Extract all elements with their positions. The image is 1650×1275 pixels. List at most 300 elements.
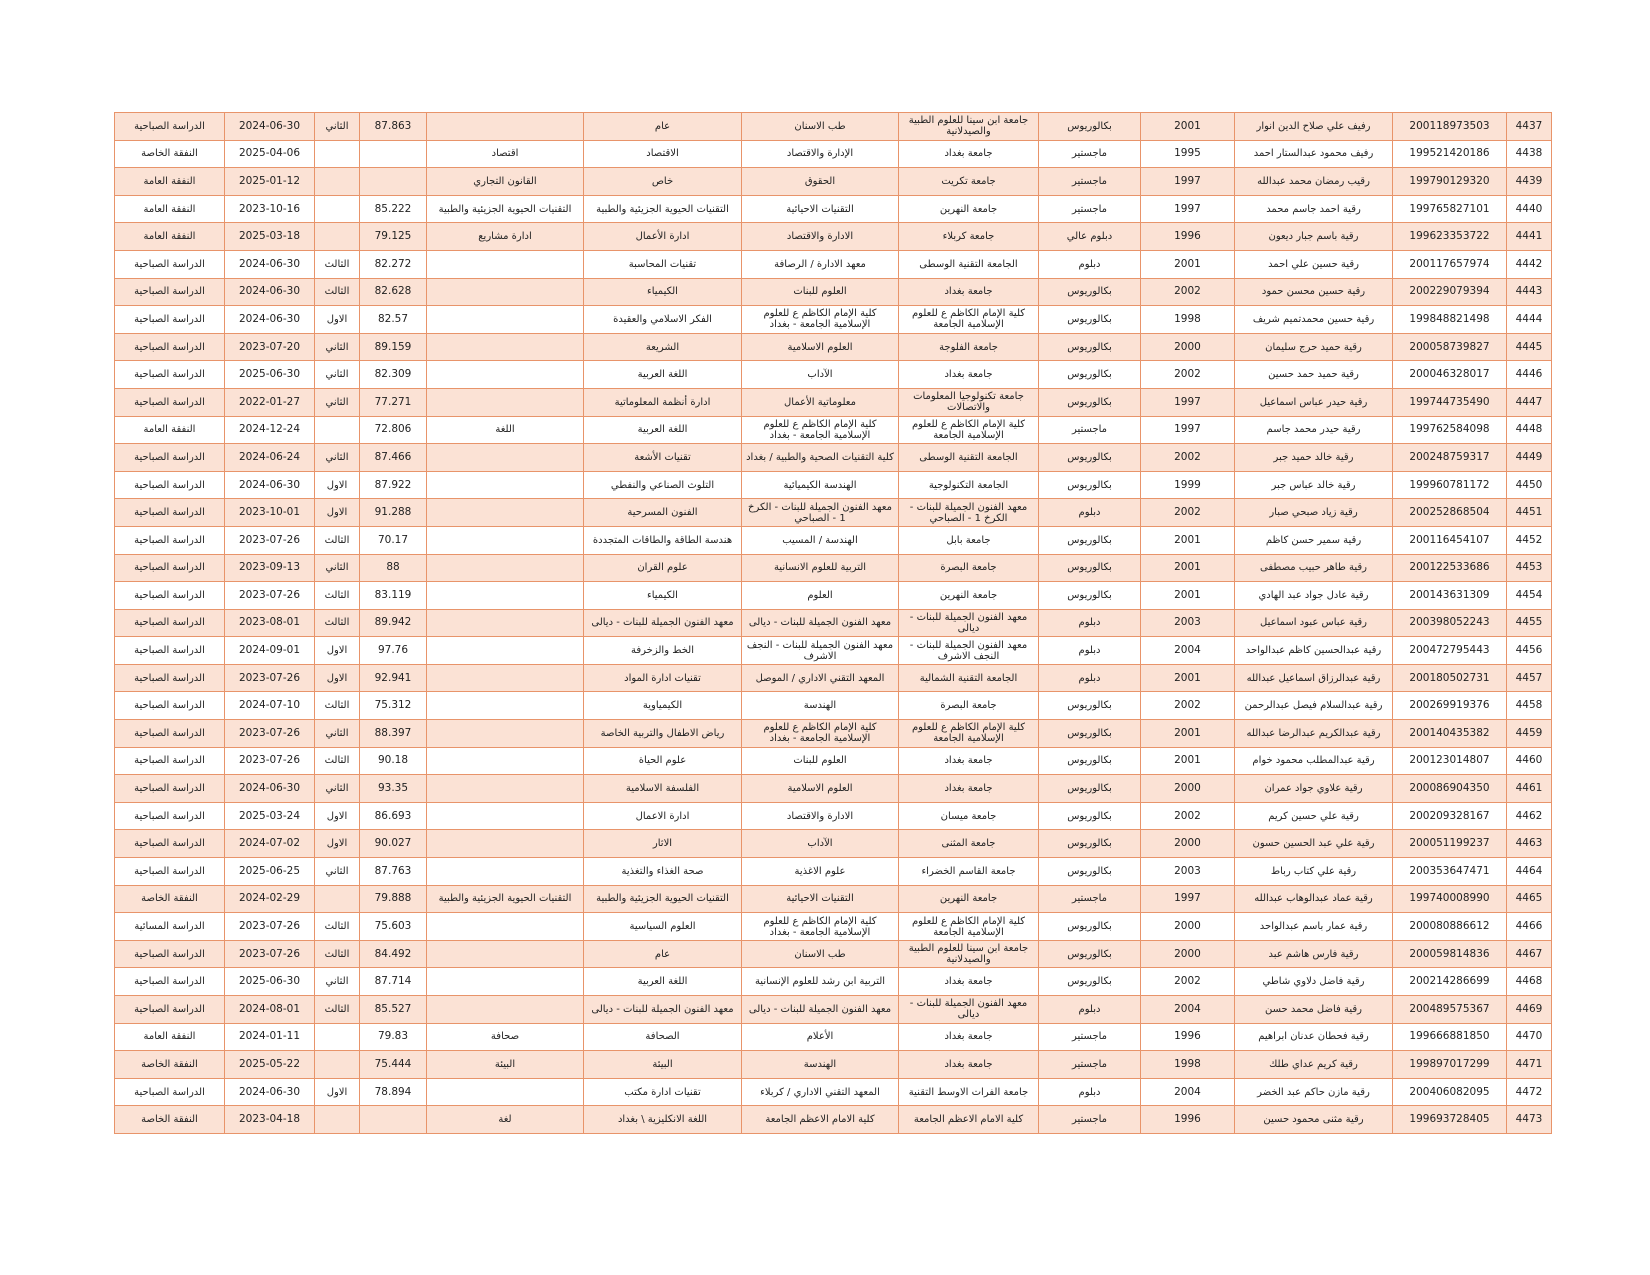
serial-cell: 4444	[1507, 306, 1552, 334]
department-cell: علوم الحياة	[584, 747, 742, 775]
specialization-cell	[427, 664, 584, 692]
serial-cell: 4453	[1507, 554, 1552, 582]
university-cell: جامعة المثنى	[899, 830, 1039, 858]
serial-cell: 4441	[1507, 223, 1552, 251]
university-cell: معهد الفنون الجميلة للبنات - النجف الاشرف	[899, 637, 1039, 665]
date-cell: 2023-08-01	[225, 609, 315, 637]
university-cell: معهد الفنون الجميلة للبنات - الكرخ 1 - الصباحي	[899, 499, 1039, 527]
study-type-cell: الدراسة الصباحية	[115, 692, 225, 720]
degree-cell: ماجستير	[1039, 885, 1141, 913]
department-cell: ادارة الاعمال	[584, 802, 742, 830]
id-number-cell: 199848821498	[1393, 306, 1507, 334]
year-cell: 2003	[1141, 858, 1235, 886]
id-number-cell: 200209328167	[1393, 802, 1507, 830]
specialization-cell	[427, 250, 584, 278]
serial-cell: 4467	[1507, 940, 1552, 968]
grade-cell: 75.444	[360, 1051, 427, 1079]
university-cell: جامعة بغداد	[899, 1051, 1039, 1079]
degree-cell: بكالوريوس	[1039, 361, 1141, 389]
degree-cell: بكالوريوس	[1039, 306, 1141, 334]
name-cell: رقية عماد عبدالوهاب عبدالله	[1235, 885, 1393, 913]
specialization-cell	[427, 526, 584, 554]
study-type-cell: النفقة العامة	[115, 223, 225, 251]
specialization-cell	[427, 692, 584, 720]
year-cell: 1997	[1141, 195, 1235, 223]
name-cell: رفيف علي صلاح الدين انوار	[1235, 113, 1393, 141]
specialization-cell	[427, 554, 584, 582]
id-number-cell: 200180502731	[1393, 664, 1507, 692]
id-number-cell: 200122533686	[1393, 554, 1507, 582]
degree-cell: بكالوريوس	[1039, 278, 1141, 306]
department-cell: هندسة الطاقة والطاقات المتجددة	[584, 526, 742, 554]
serial-cell: 4439	[1507, 168, 1552, 196]
grade-cell: 89.942	[360, 609, 427, 637]
department-cell: تقنيات ادارة المواد	[584, 664, 742, 692]
department-cell: خاص	[584, 168, 742, 196]
rank-cell: الثاني	[315, 554, 360, 582]
name-cell: رقية حميد حمد حسين	[1235, 361, 1393, 389]
specialization-cell	[427, 720, 584, 748]
records-table-body	[115, 113, 1552, 1134]
grade-cell: 87.466	[360, 444, 427, 472]
study-type-cell: الدراسة الصباحية	[115, 361, 225, 389]
college-cell: المعهد التقني الاداري / كربلاء	[742, 1078, 899, 1106]
date-cell: 2023-09-13	[225, 554, 315, 582]
year-cell: 1997	[1141, 885, 1235, 913]
name-cell: رقية علي عبد الحسين حسون	[1235, 830, 1393, 858]
specialization-cell	[427, 996, 584, 1024]
serial-cell: 4458	[1507, 692, 1552, 720]
date-cell: 2023-07-26	[225, 747, 315, 775]
date-cell: 2022-01-27	[225, 388, 315, 416]
table-row	[115, 471, 1552, 499]
table-row	[115, 609, 1552, 637]
specialization-cell	[427, 499, 584, 527]
degree-cell: ماجستير	[1039, 1051, 1141, 1079]
department-cell: عام	[584, 940, 742, 968]
grade-cell: 82.57	[360, 306, 427, 334]
rank-cell: الثالث	[315, 526, 360, 554]
name-cell: رقية مثنى محمود حسين	[1235, 1106, 1393, 1134]
name-cell: رقية فاضل محمد حسن	[1235, 996, 1393, 1024]
name-cell: رقية خالد عباس جبر	[1235, 471, 1393, 499]
college-cell: علوم الاغذية	[742, 858, 899, 886]
university-cell: جامعة الفلوجة	[899, 333, 1039, 361]
table-row	[115, 499, 1552, 527]
name-cell: رقية حيدر محمد جاسم	[1235, 416, 1393, 444]
degree-cell: دبلوم	[1039, 664, 1141, 692]
degree-cell: بكالوريوس	[1039, 940, 1141, 968]
date-cell: 2025-03-18	[225, 223, 315, 251]
table-row	[115, 637, 1552, 665]
study-type-cell: الدراسة الصباحية	[115, 802, 225, 830]
degree-cell: بكالوريوس	[1039, 858, 1141, 886]
id-number-cell: 200123014807	[1393, 747, 1507, 775]
university-cell: معهد الفنون الجميلة للبنات - ديالى	[899, 996, 1039, 1024]
year-cell: 1999	[1141, 471, 1235, 499]
rank-cell	[315, 195, 360, 223]
study-type-cell: الدراسة الصباحية	[115, 996, 225, 1024]
serial-cell: 4463	[1507, 830, 1552, 858]
year-cell: 1997	[1141, 416, 1235, 444]
degree-cell: بكالوريوس	[1039, 692, 1141, 720]
college-cell: معهد الادارة / الرصافة	[742, 250, 899, 278]
rank-cell	[315, 168, 360, 196]
name-cell: رقية سمير حسن كاظم	[1235, 526, 1393, 554]
grade-cell: 87.922	[360, 471, 427, 499]
college-cell: التربية للعلوم الانسانية	[742, 554, 899, 582]
degree-cell: بكالوريوس	[1039, 444, 1141, 472]
grade-cell	[360, 140, 427, 168]
rank-cell	[315, 1106, 360, 1134]
rank-cell: الثالث	[315, 609, 360, 637]
date-cell: 2024-07-10	[225, 692, 315, 720]
specialization-cell: اللغة	[427, 416, 584, 444]
degree-cell: بكالوريوس	[1039, 913, 1141, 941]
grade-cell: 79.83	[360, 1023, 427, 1051]
id-number-cell: 200489575367	[1393, 996, 1507, 1024]
department-cell: تقنيات ادارة مكتب	[584, 1078, 742, 1106]
degree-cell: دبلوم	[1039, 250, 1141, 278]
date-cell: 2023-07-26	[225, 526, 315, 554]
college-cell: العلوم للبنات	[742, 278, 899, 306]
table-row	[115, 720, 1552, 748]
name-cell: رقية مازن حاكم عبد الخضر	[1235, 1078, 1393, 1106]
university-cell: جامعة بغداد	[899, 361, 1039, 389]
serial-cell: 4459	[1507, 720, 1552, 748]
id-number-cell: 200406082095	[1393, 1078, 1507, 1106]
college-cell: كلية الامام الاعظم الجامعة	[742, 1106, 899, 1134]
name-cell: رقية طاهر حبيب مصطفى	[1235, 554, 1393, 582]
date-cell: 2023-07-26	[225, 582, 315, 610]
degree-cell: دبلوم	[1039, 1078, 1141, 1106]
university-cell: جامعة بابل	[899, 526, 1039, 554]
date-cell: 2025-05-22	[225, 1051, 315, 1079]
year-cell: 1996	[1141, 1023, 1235, 1051]
name-cell: رقية حسين علي احمد	[1235, 250, 1393, 278]
grade-cell: 79.125	[360, 223, 427, 251]
date-cell: 2023-10-01	[225, 499, 315, 527]
id-number-cell: 200080886612	[1393, 913, 1507, 941]
year-cell: 1998	[1141, 306, 1235, 334]
study-type-cell: الدراسة الصباحية	[115, 306, 225, 334]
specialization-cell	[427, 444, 584, 472]
university-cell: جامعة تكنولوجيا المعلومات والاتصالات	[899, 388, 1039, 416]
table-row	[115, 140, 1552, 168]
specialization-cell	[427, 802, 584, 830]
department-cell: عام	[584, 113, 742, 141]
date-cell: 2024-06-30	[225, 113, 315, 141]
name-cell: رقية حيدر عباس اسماعيل	[1235, 388, 1393, 416]
rank-cell: الثاني	[315, 858, 360, 886]
specialization-cell: التقنيات الحيوية الجزيئية والطبية	[427, 885, 584, 913]
name-cell: رقية علي حسين كريم	[1235, 802, 1393, 830]
study-type-cell: الدراسة الصباحية	[115, 333, 225, 361]
year-cell: 2002	[1141, 278, 1235, 306]
name-cell: رقية فارس هاشم عبد	[1235, 940, 1393, 968]
id-number-cell: 199744735490	[1393, 388, 1507, 416]
year-cell: 2000	[1141, 333, 1235, 361]
table-row	[115, 913, 1552, 941]
university-cell: جامعة النهرين	[899, 885, 1039, 913]
rank-cell: الثالث	[315, 913, 360, 941]
degree-cell: بكالوريوس	[1039, 388, 1141, 416]
table-row	[115, 195, 1552, 223]
specialization-cell: لغة	[427, 1106, 584, 1134]
serial-cell: 4449	[1507, 444, 1552, 472]
university-cell: الجامعة التكنولوجية	[899, 471, 1039, 499]
date-cell: 2024-06-30	[225, 471, 315, 499]
university-cell: جامعة تكريت	[899, 168, 1039, 196]
department-cell: رياض الاطفال والتربية الخاصة	[584, 720, 742, 748]
grade-cell: 75.312	[360, 692, 427, 720]
study-type-cell: الدراسة الصباحية	[115, 388, 225, 416]
university-cell: الجامعة التقنية الوسطى	[899, 444, 1039, 472]
id-number-cell: 200058739827	[1393, 333, 1507, 361]
table-row	[115, 1106, 1552, 1134]
specialization-cell	[427, 306, 584, 334]
year-cell: 1997	[1141, 168, 1235, 196]
specialization-cell: التقنيات الحيوية الجزيئية والطبية	[427, 195, 584, 223]
table-row	[115, 692, 1552, 720]
year-cell: 2001	[1141, 554, 1235, 582]
date-cell: 2024-12-24	[225, 416, 315, 444]
name-cell: رقية حسين محسن حمود	[1235, 278, 1393, 306]
name-cell: رقية عمار باسم عبدالواحد	[1235, 913, 1393, 941]
university-cell: جامعة بغداد	[899, 968, 1039, 996]
rank-cell: الثاني	[315, 388, 360, 416]
college-cell: الهندسة الكيميائية	[742, 471, 899, 499]
grade-cell: 84.492	[360, 940, 427, 968]
id-number-cell: 200353647471	[1393, 858, 1507, 886]
name-cell: رقية باسم جبار ديعون	[1235, 223, 1393, 251]
name-cell: رفيف محمود عبدالستار احمد	[1235, 140, 1393, 168]
rank-cell	[315, 223, 360, 251]
date-cell: 2023-07-26	[225, 720, 315, 748]
date-cell: 2023-04-18	[225, 1106, 315, 1134]
college-cell: الآداب	[742, 830, 899, 858]
specialization-cell	[427, 940, 584, 968]
department-cell: التقنيات الحيوية الجزيئية والطبية	[584, 195, 742, 223]
year-cell: 2001	[1141, 113, 1235, 141]
id-number-cell: 200086904350	[1393, 775, 1507, 803]
study-type-cell: الدراسة الصباحية	[115, 830, 225, 858]
study-type-cell: الدراسة الصباحية	[115, 968, 225, 996]
table-row	[115, 1051, 1552, 1079]
university-cell: جامعة بغداد	[899, 140, 1039, 168]
college-cell: معهد الفنون الجميلة للبنات - ديالى	[742, 996, 899, 1024]
study-type-cell: النفقة العامة	[115, 168, 225, 196]
degree-cell: بكالوريوس	[1039, 747, 1141, 775]
department-cell: الفلسفة الاسلامية	[584, 775, 742, 803]
study-type-cell: الدراسة الصباحية	[115, 499, 225, 527]
department-cell: ادارة الأعمال	[584, 223, 742, 251]
year-cell: 2004	[1141, 637, 1235, 665]
rank-cell	[315, 416, 360, 444]
id-number-cell: 200398052243	[1393, 609, 1507, 637]
table-row	[115, 250, 1552, 278]
college-cell: كلية الإمام الكاظم ع للعلوم الإسلامية الجامعة - بغداد	[742, 416, 899, 444]
year-cell: 2002	[1141, 499, 1235, 527]
degree-cell: بكالوريوس	[1039, 830, 1141, 858]
university-cell: جامعة بغداد	[899, 1023, 1039, 1051]
year-cell: 2001	[1141, 747, 1235, 775]
rank-cell: الثاني	[315, 361, 360, 389]
year-cell: 2002	[1141, 968, 1235, 996]
id-number-cell: 200140435382	[1393, 720, 1507, 748]
year-cell: 2003	[1141, 609, 1235, 637]
name-cell: رقية زياد صبحي صبار	[1235, 499, 1393, 527]
study-type-cell: الدراسة الصباحية	[115, 775, 225, 803]
study-type-cell: الدراسة الصباحية	[115, 747, 225, 775]
department-cell: الشريعة	[584, 333, 742, 361]
college-cell: الهندسة	[742, 1051, 899, 1079]
serial-cell: 4466	[1507, 913, 1552, 941]
college-cell: كلية التقنيات الصحية والطبية / بغداد	[742, 444, 899, 472]
college-cell: المعهد التقني الاداري / الموصل	[742, 664, 899, 692]
table-row	[115, 444, 1552, 472]
date-cell: 2024-06-30	[225, 250, 315, 278]
date-cell: 2023-07-26	[225, 913, 315, 941]
rank-cell: الثاني	[315, 333, 360, 361]
study-type-cell: النفقة الخاصة	[115, 1106, 225, 1134]
specialization-cell	[427, 113, 584, 141]
id-number-cell: 200214286699	[1393, 968, 1507, 996]
grade-cell	[360, 168, 427, 196]
department-cell: الكيمياء	[584, 582, 742, 610]
date-cell: 2024-07-02	[225, 830, 315, 858]
department-cell: اللغة العربية	[584, 361, 742, 389]
serial-cell: 4445	[1507, 333, 1552, 361]
name-cell: رقية علي كتاب رباط	[1235, 858, 1393, 886]
college-cell: الحقوق	[742, 168, 899, 196]
year-cell: 2000	[1141, 775, 1235, 803]
university-cell: جامعة ميسان	[899, 802, 1039, 830]
table-row	[115, 664, 1552, 692]
department-cell: العلوم السياسية	[584, 913, 742, 941]
id-number-cell: 200252868504	[1393, 499, 1507, 527]
table-row	[115, 802, 1552, 830]
grade-cell: 70.17	[360, 526, 427, 554]
serial-cell: 4451	[1507, 499, 1552, 527]
rank-cell	[315, 140, 360, 168]
serial-cell: 4447	[1507, 388, 1552, 416]
specialization-cell	[427, 637, 584, 665]
department-cell: ادارة أنظمة المعلوماتية	[584, 388, 742, 416]
year-cell: 2002	[1141, 692, 1235, 720]
rank-cell: الاول	[315, 637, 360, 665]
serial-cell: 4438	[1507, 140, 1552, 168]
date-cell: 2023-07-26	[225, 664, 315, 692]
rank-cell: الثاني	[315, 113, 360, 141]
college-cell: كلية الإمام الكاظم ع للعلوم الإسلامية الجامعة - بغداد	[742, 913, 899, 941]
university-cell: جامعة البصرة	[899, 554, 1039, 582]
name-cell: رقيب رمضان محمد عبدالله	[1235, 168, 1393, 196]
specialization-cell	[427, 913, 584, 941]
id-number-cell: 199960781172	[1393, 471, 1507, 499]
table-row	[115, 1023, 1552, 1051]
specialization-cell	[427, 278, 584, 306]
name-cell: رقية كريم عداي طلك	[1235, 1051, 1393, 1079]
department-cell: الكيمياء	[584, 278, 742, 306]
college-cell: العلوم للبنات	[742, 747, 899, 775]
grade-cell: 86.693	[360, 802, 427, 830]
name-cell: رقية عادل جواد عبد الهادي	[1235, 582, 1393, 610]
serial-cell: 4437	[1507, 113, 1552, 141]
university-cell: جامعة الفرات الاوسط التقنية	[899, 1078, 1039, 1106]
college-cell: التربية ابن رشد للعلوم الإنسانية	[742, 968, 899, 996]
rank-cell: الثالث	[315, 250, 360, 278]
date-cell: 2025-06-30	[225, 361, 315, 389]
serial-cell: 4464	[1507, 858, 1552, 886]
rank-cell: الثالث	[315, 582, 360, 610]
id-number-cell: 199765827101	[1393, 195, 1507, 223]
specialization-cell	[427, 1078, 584, 1106]
table-row	[115, 278, 1552, 306]
name-cell: رقية عبدالسلام فيصل عبدالرحمن	[1235, 692, 1393, 720]
date-cell: 2024-06-30	[225, 1078, 315, 1106]
study-type-cell: الدراسة الصباحية	[115, 940, 225, 968]
grade-cell: 91.288	[360, 499, 427, 527]
year-cell: 1998	[1141, 1051, 1235, 1079]
grade-cell: 77.271	[360, 388, 427, 416]
date-cell: 2025-01-12	[225, 168, 315, 196]
serial-cell: 4460	[1507, 747, 1552, 775]
serial-cell: 4440	[1507, 195, 1552, 223]
department-cell: الفكر الاسلامي والعقيدة	[584, 306, 742, 334]
serial-cell: 4457	[1507, 664, 1552, 692]
college-cell: الادارة والاقتصاد	[742, 223, 899, 251]
department-cell: تقنيات المحاسبة	[584, 250, 742, 278]
name-cell: رقية فاضل دلاوي شاطي	[1235, 968, 1393, 996]
id-number-cell: 199623353722	[1393, 223, 1507, 251]
name-cell: رقية فحطان عدنان ابراهيم	[1235, 1023, 1393, 1051]
serial-cell: 4446	[1507, 361, 1552, 389]
study-type-cell: النفقة الخاصة	[115, 1051, 225, 1079]
date-cell: 2025-03-24	[225, 802, 315, 830]
university-cell: جامعة بغداد	[899, 775, 1039, 803]
specialization-cell	[427, 471, 584, 499]
table-row	[115, 830, 1552, 858]
serial-cell: 4443	[1507, 278, 1552, 306]
table-row	[115, 333, 1552, 361]
year-cell: 2002	[1141, 802, 1235, 830]
grade-cell: 97.76	[360, 637, 427, 665]
degree-cell: بكالوريوس	[1039, 582, 1141, 610]
serial-cell: 4462	[1507, 802, 1552, 830]
table-row	[115, 113, 1552, 141]
year-cell: 2001	[1141, 664, 1235, 692]
study-type-cell: النفقة العامة	[115, 195, 225, 223]
department-cell: تقنيات الأشعة	[584, 444, 742, 472]
id-number-cell: 200269919376	[1393, 692, 1507, 720]
year-cell: 2000	[1141, 830, 1235, 858]
serial-cell: 4461	[1507, 775, 1552, 803]
degree-cell: بكالوريوس	[1039, 333, 1141, 361]
degree-cell: بكالوريوس	[1039, 775, 1141, 803]
university-cell: جامعة النهرين	[899, 582, 1039, 610]
rank-cell: الثالث	[315, 996, 360, 1024]
degree-cell: بكالوريوس	[1039, 720, 1141, 748]
specialization-cell: صحافة	[427, 1023, 584, 1051]
specialization-cell: اقتصاد	[427, 140, 584, 168]
id-number-cell: 199897017299	[1393, 1051, 1507, 1079]
name-cell: رقية خالد حميد جبر	[1235, 444, 1393, 472]
id-number-cell: 200051199237	[1393, 830, 1507, 858]
id-number-cell: 199666881850	[1393, 1023, 1507, 1051]
serial-cell: 4450	[1507, 471, 1552, 499]
serial-cell: 4471	[1507, 1051, 1552, 1079]
